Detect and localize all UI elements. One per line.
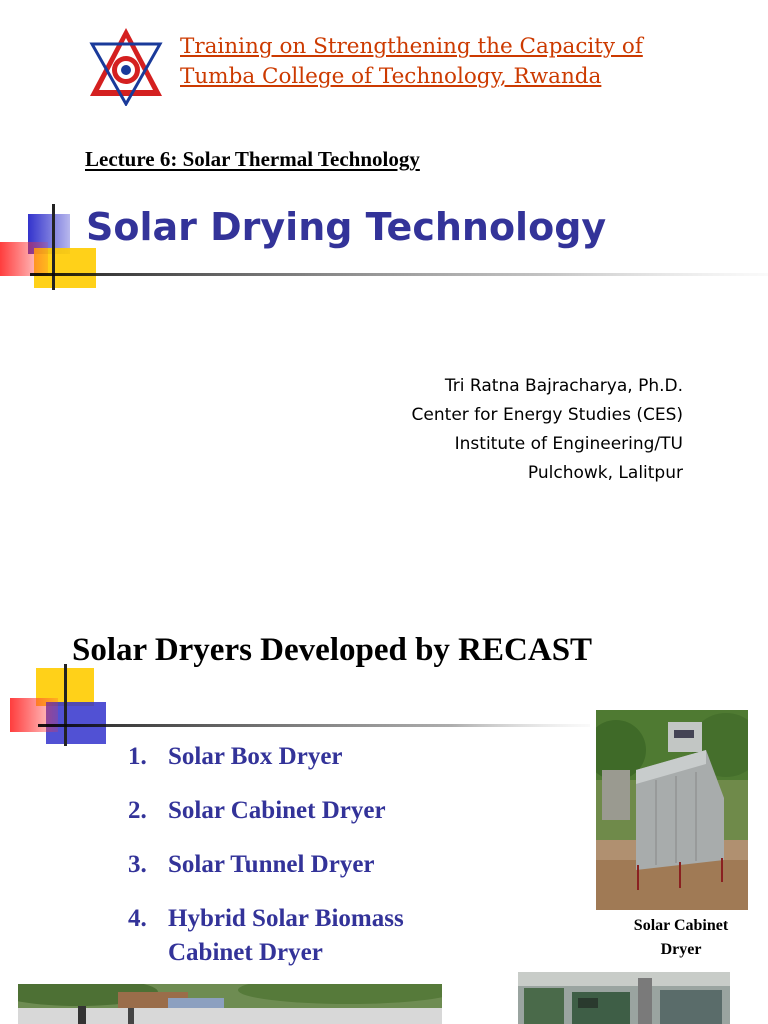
list-item-number: 1. <box>128 743 147 770</box>
list-item-label: Hybrid Solar Biomass Cabinet Dryer <box>168 905 404 966</box>
caption-line-1: Solar Cabinet <box>633 917 729 934</box>
list-item-number: 2. <box>128 797 147 824</box>
author-name: Tri Ratna Bajracharya, Ph.D. <box>444 376 683 396</box>
list-item-label: Solar Box Dryer <box>168 743 343 770</box>
list-item-label: Solar Cabinet Dryer <box>168 797 386 824</box>
list-item-number: 3. <box>128 851 147 878</box>
nepal-emblem-icon <box>88 26 164 106</box>
solar-cabinet-dryer-photo <box>596 710 748 910</box>
list-item <box>128 740 468 774</box>
slide-title: Solar Drying Technology <box>86 205 607 249</box>
author-center: Center for Energy Studies (CES) <box>411 405 683 425</box>
list-item <box>128 848 468 882</box>
slide-2-title: Solar Dryers Developed by RECAST <box>72 632 593 668</box>
training-header <box>180 32 740 92</box>
dryer-list <box>128 740 468 970</box>
solar-tunnel-dryer-photo <box>18 984 442 1024</box>
hybrid-dryer-photo <box>518 972 730 1024</box>
author-location: Pulchowk, Lalitpur <box>527 463 683 483</box>
list-item-number: 4. <box>128 905 147 932</box>
list-item-label: Solar Tunnel Dryer <box>168 851 375 878</box>
caption-line-2: Dryer <box>660 941 702 958</box>
list-item <box>128 902 468 970</box>
photo-caption <box>600 914 762 962</box>
list-item <box>128 794 468 828</box>
author-block <box>412 372 683 488</box>
decorative-squares-icon <box>0 664 590 748</box>
header-line-1: Training on Strengthening the Capacity of <box>180 34 643 59</box>
header-line-2: Tumba College of Technology, Rwanda <box>180 64 602 89</box>
author-institute: Institute of Engineering/TU <box>454 434 683 454</box>
lecture-label: Lecture 6: Solar Thermal Technology <box>85 147 420 171</box>
